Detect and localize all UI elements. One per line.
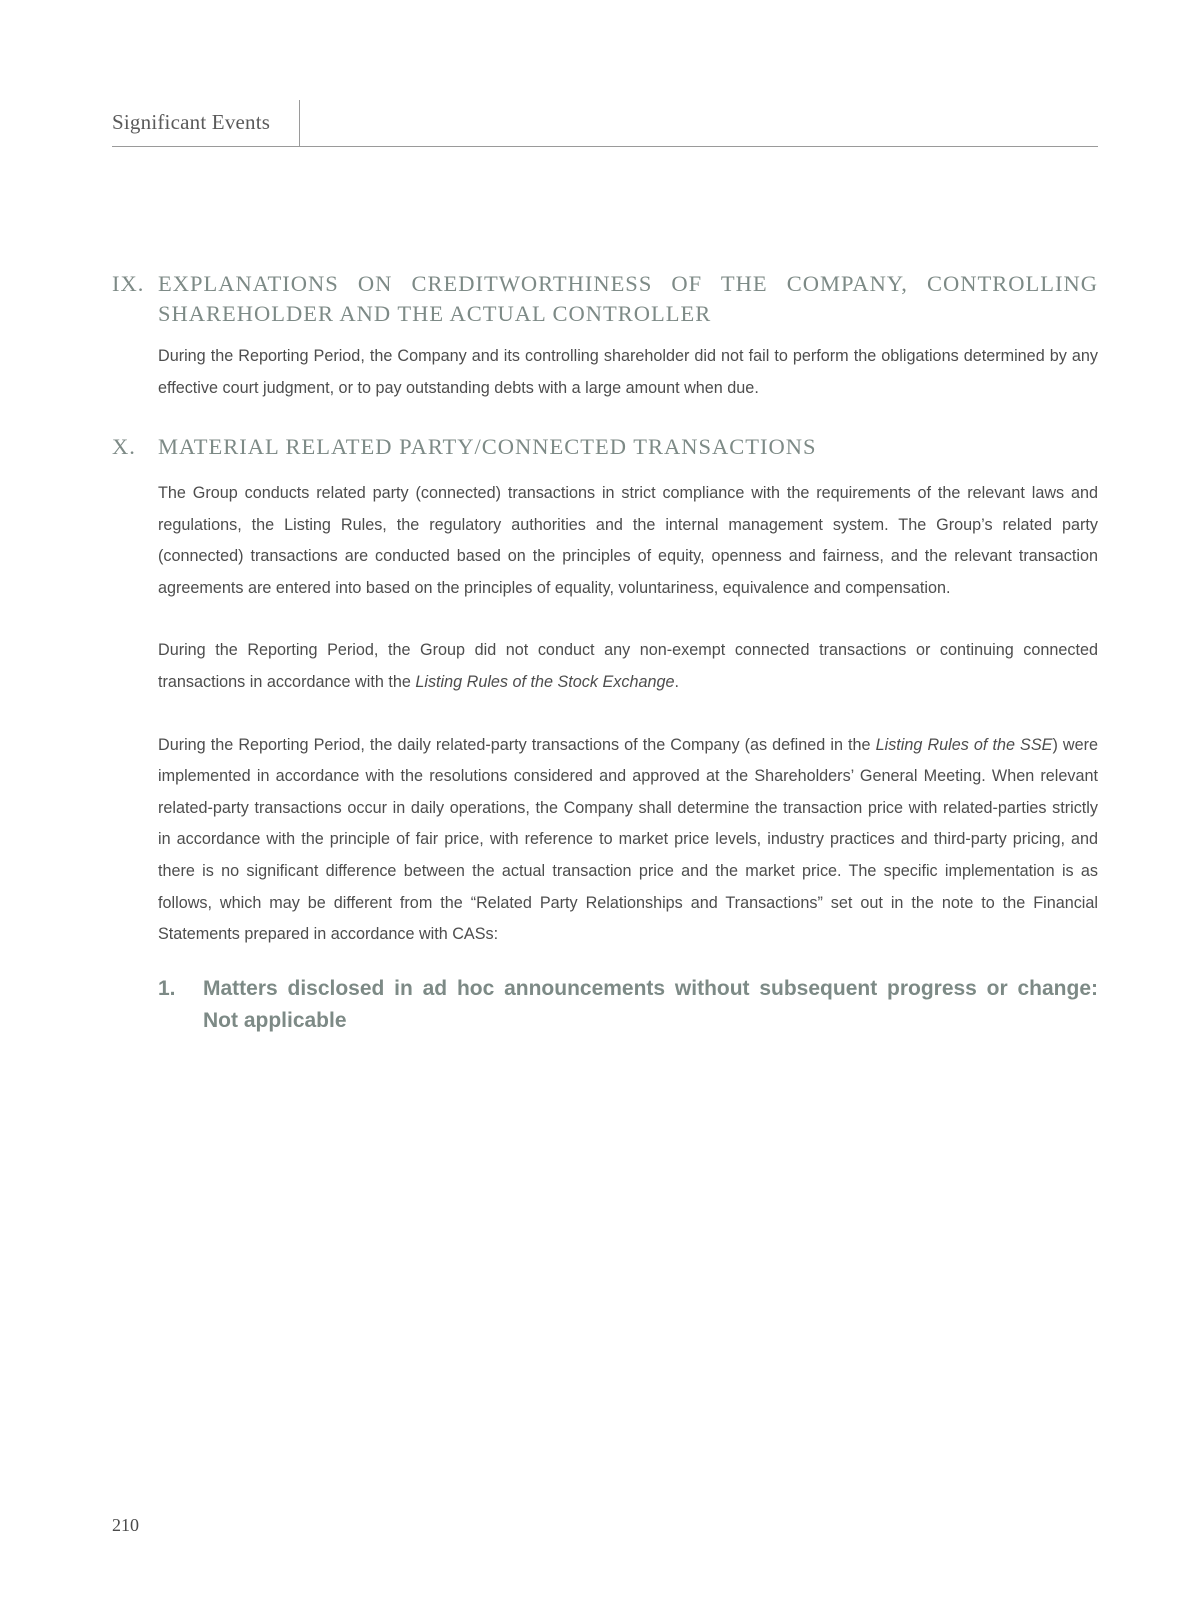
section-ix-number: IX.: [112, 271, 145, 296]
section-ix-title-line1: EXPLANATIONS ON CREDITWORTHINESS OF THE COMPANY, CONTROLLING: [158, 271, 1098, 296]
section-ix-body: [158, 341, 1098, 404]
section-x-title: MATERIAL RELATED PARTY/CONNECTED TRANSACTIONS: [158, 434, 817, 459]
section-x-body: [158, 478, 1098, 951]
section-x-paragraph-3-text-a: During the Reporting Period, the daily related-party transactions of the Company (as defined in the: [158, 735, 876, 754]
section-x-number: X.: [112, 434, 136, 459]
section-x-paragraph-2: [158, 635, 1098, 698]
subsection-1-number: 1.: [158, 976, 176, 1000]
section-x-paragraph-2-text-b: .: [674, 672, 679, 691]
section-x-paragraph-3-text-b: ) were implemented in accordance with the resolutions considered and approved at the Shareholders’ General Meeting. When relevant related-party transactions occur in daily operations, the Company shall determine the transaction price with related-parties strictly in accordance with the principle of fair price, with reference to market price levels, industry practices and third-party pricing, and there is no significant difference between the actual transaction price and the market price. The specific implementation is as follows, which may be different from the “Related Party Relationships and Transactions” set out in the note to the Financial Statements prepared in accordance with CASs:: [158, 735, 1098, 944]
page-header: [112, 100, 1098, 147]
section-x-paragraph-3: [158, 730, 1098, 951]
subsection-1-title: [203, 973, 1098, 1037]
header-divider: [299, 100, 300, 146]
section-x-paragraph-1: The Group conducts related party (connected) transactions in strict compliance with the requirements of the relevant laws and regulations, the Listing Rules, the regulatory authorities and the internal management system. The Group’s related party (connected) transactions are conducted based on the principles of equity, openness and fairness, and the relevant transaction agreements are entered into based on the principles of equality, voluntariness, equivalence and compensation.: [158, 484, 1098, 597]
section-ix-title-line2: SHAREHOLDER AND THE ACTUAL CONTROLLER: [158, 301, 712, 326]
section-ix-heading: [112, 269, 1098, 329]
subsection-1-title-line2: Not applicable: [203, 1008, 347, 1032]
section-x-paragraph-3-italic: Listing Rules of the SSE: [875, 735, 1053, 754]
section-x: [112, 432, 1098, 1037]
section-ix-paragraph: During the Reporting Period, the Company and its controlling shareholder did not fail to perform the obligations determined by any effective court judgment, or to pay outstanding debts with a large amount when due.: [158, 347, 1098, 397]
page-number: 210: [112, 1515, 139, 1535]
section-x-paragraph-2-text-a: During the Reporting Period, the Group did not conduct any non-exempt connected transactions or continuing connected transactions in accordance with the: [158, 641, 1098, 691]
section-x-paragraph-2-italic: Listing Rules of the Stock Exchange: [415, 672, 675, 691]
subsection-1-heading: [158, 973, 1098, 1037]
section-ix-title: [158, 269, 1098, 329]
section-ix: [112, 269, 1098, 404]
subsection-1-title-line1: Matters disclosed in ad hoc announcements without subsequent progress or change:: [203, 976, 1098, 1000]
header-title: Significant Events: [112, 110, 271, 134]
section-x-heading: [112, 432, 1098, 462]
